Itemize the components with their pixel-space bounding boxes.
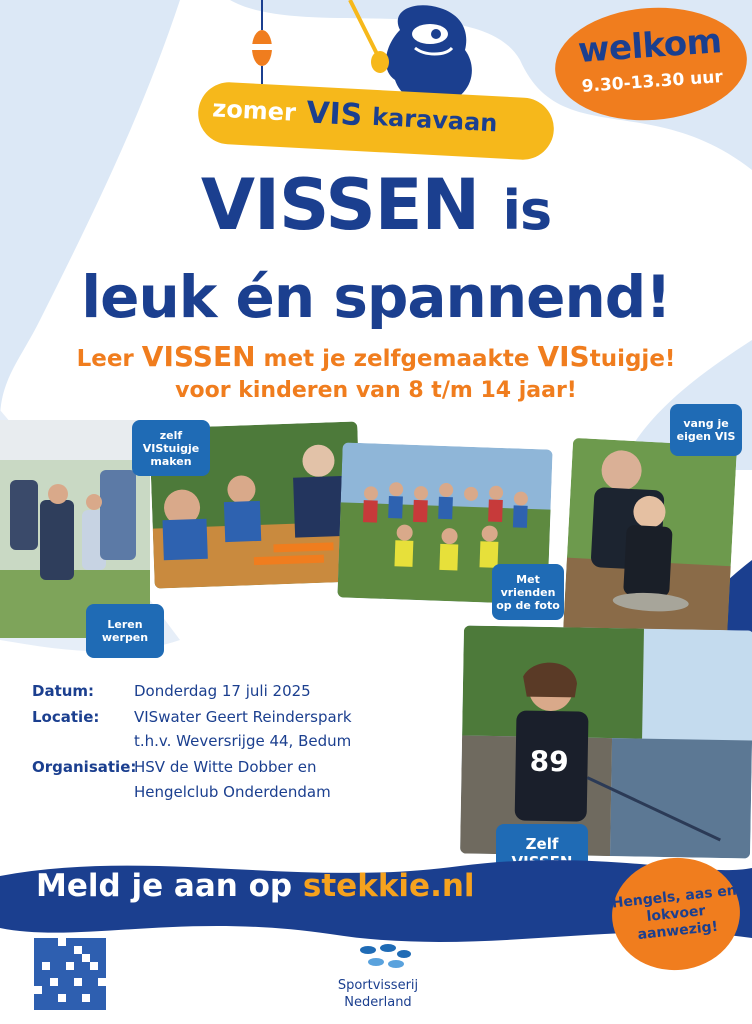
hengels-aanwezig-badge: Hengels, aas en lokvoer aanwezig! [606, 852, 745, 977]
location-label: Locatie: [32, 708, 100, 726]
sub1-part-d: VIS [537, 340, 590, 373]
signup-url[interactable]: stekkie.nl [302, 868, 475, 904]
sub1-part-e: tuigje! [589, 346, 676, 372]
tag-zelf-vissen: Zelf [496, 824, 588, 882]
sub1-part-b: VISSEN [141, 340, 256, 373]
organisation-value-2: Hengelclub Onderdendam [134, 783, 331, 801]
organisation-label: Organisatie: [32, 758, 137, 776]
location-value-2: t.h.v. Weversrijge 44, Bedum [134, 732, 352, 750]
headline-line1 [0, 165, 752, 251]
subheadline-line1 [0, 340, 752, 373]
organisation-value-1: HSV de Witte Dobber en [134, 758, 317, 776]
date-value: Donderdag 17 juli 2025 [134, 682, 311, 700]
sportvisserij-logo [318, 940, 438, 1020]
headline-is: is [502, 179, 552, 242]
qr-code[interactable] [34, 938, 106, 1010]
logo-vis: VIS [305, 95, 364, 134]
headline-vissen: VISSEN [200, 164, 480, 246]
sub1-part-a: Leer [76, 346, 142, 372]
tag-leren-werpen: Leren werpen [86, 604, 164, 658]
location-value-1: VISwater Geert Reinderspark [134, 708, 352, 726]
welcome-title: welkom [576, 21, 723, 72]
headline-line2: leuk én spannend! [81, 263, 671, 331]
tag-met-vrienden: Met vrienden op de foto [492, 564, 564, 620]
signup-text [36, 868, 475, 904]
sportvisserij-line1: Sportvisserij [337, 978, 419, 993]
logo-zomer: zomer [211, 94, 297, 127]
tag-zelf-vistuigje-maken: zelf VIStuigje maken [132, 420, 210, 476]
signup-prefix: Meld je aan op [36, 868, 303, 904]
photo-vang-je-eigen-vis [563, 438, 737, 642]
tag-vang-je-eigen-vis: vang je eigen VIS [670, 404, 742, 456]
date-label: Datum: [32, 682, 95, 700]
sub1-part-c: met je zelfgemaakte [255, 346, 538, 372]
logo-karavaan: karavaan [371, 102, 499, 138]
sportvisserij-fish-icon [354, 940, 414, 974]
svg-text:89: 89 [529, 744, 569, 779]
sportvisserij-line2: Nederland [344, 995, 412, 1010]
subheadline-line2: voor kinderen van 8 t/m 14 jaar! [175, 378, 577, 403]
welcome-hours: 9.30-13.30 uur [581, 67, 724, 97]
